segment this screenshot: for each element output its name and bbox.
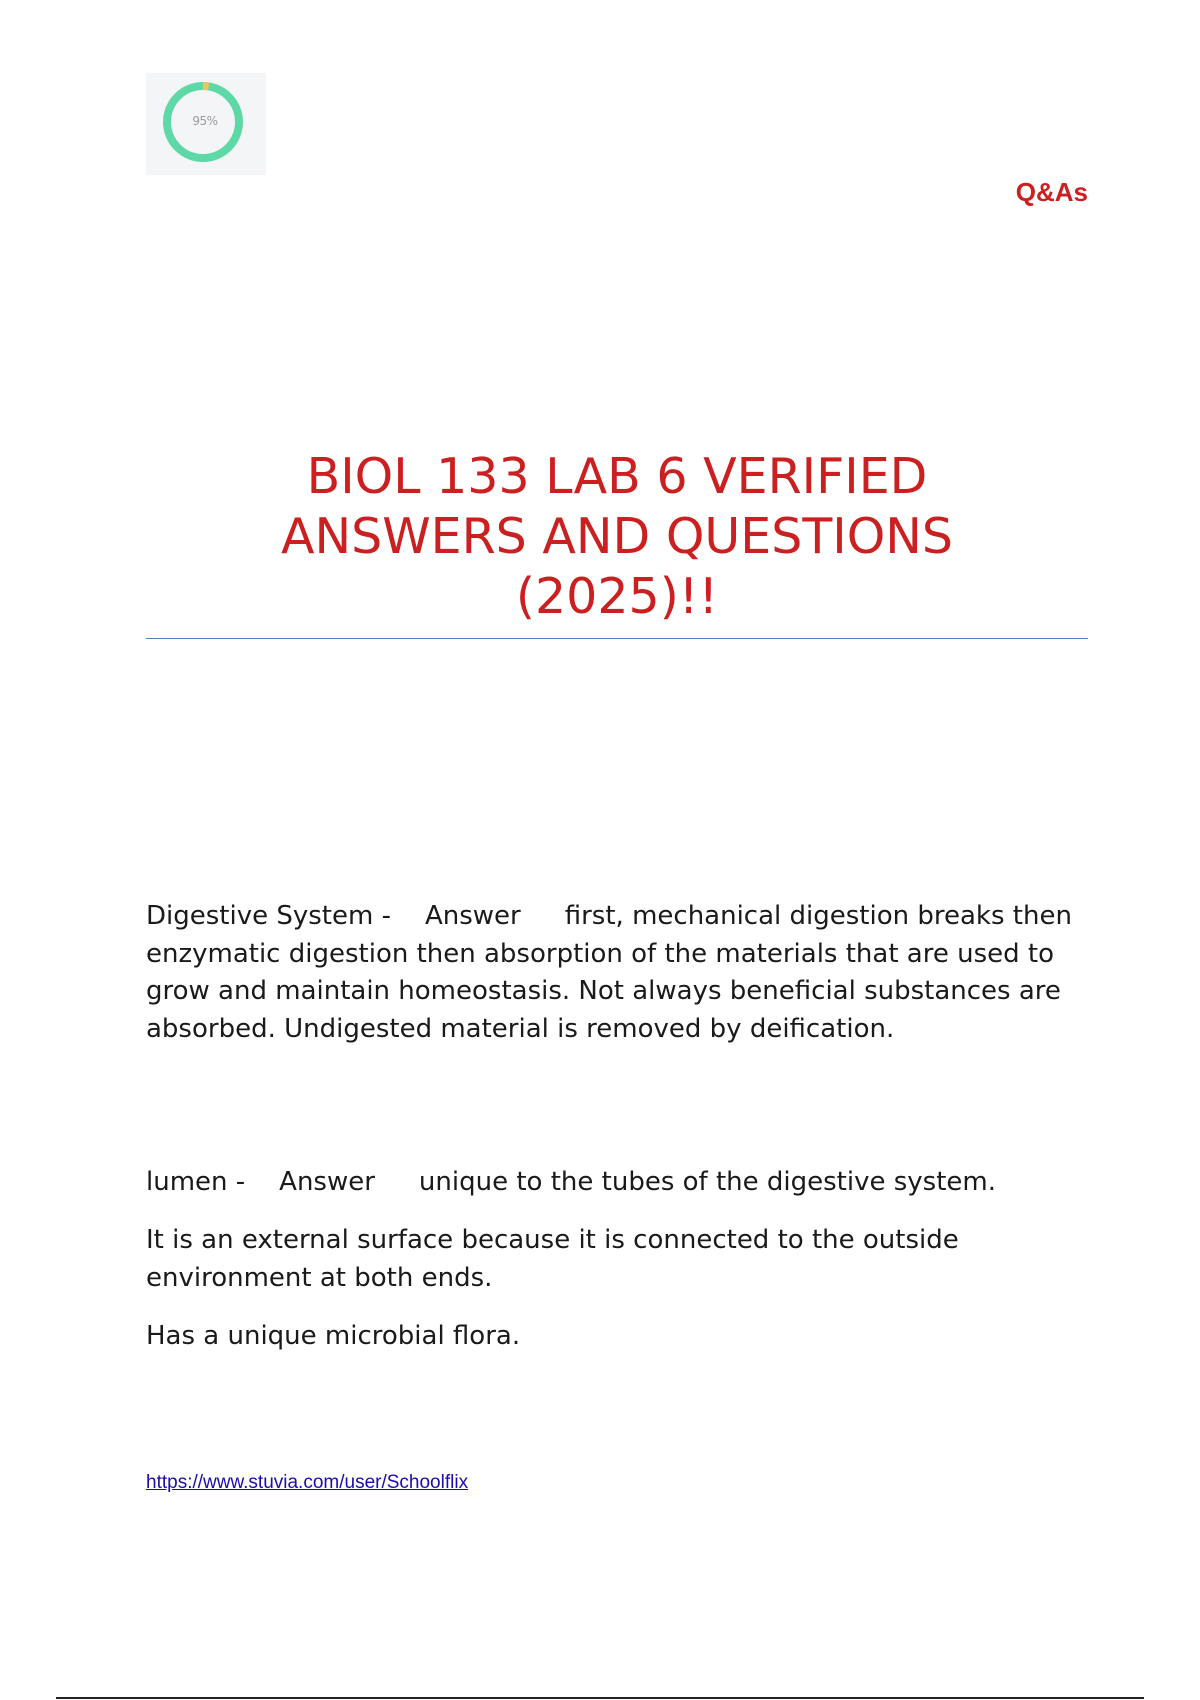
qa-answer: first, mechanical digestion breaks then enzymatic digestion then absorption of the materials that are used to grow and maintain homeostasis. Not always beneficial substances are absorbed. Undigested material is removed by deification. <box>146 901 1072 1044</box>
progress-label: 95% <box>192 114 218 128</box>
qa-item-digestive-system <box>146 898 1096 1048</box>
qa-term: Digestive System - <box>146 901 391 931</box>
document-title <box>146 447 1088 627</box>
qa-answer-label: Answer <box>424 901 521 931</box>
title-line-2: ANSWERS AND QUESTIONS <box>280 508 954 565</box>
title-line-1: BIOL 133 LAB 6 VERIFIED <box>306 448 928 505</box>
title-line-3: (2025)!! <box>515 568 719 625</box>
qa-tag: Q&As <box>1015 177 1088 207</box>
progress-badge <box>146 73 266 175</box>
paragraph-microbial-flora: Has a unique microbial flora. <box>146 1321 521 1351</box>
qa-answer-label: Answer <box>279 1167 375 1197</box>
paragraph-external-surface: It is an external surface because it is connected to the outside environment at both ends. <box>146 1225 959 1293</box>
title-divider <box>146 638 1088 639</box>
qa-answer: unique to the tubes of the digestive system. <box>418 1167 996 1197</box>
stuvia-profile-link[interactable]: https://www.stuvia.com/user/Schoolflix <box>146 1472 469 1493</box>
qa-item-lumen <box>146 1164 1096 1202</box>
footer-divider <box>56 1697 1144 1699</box>
qa-term: lumen - <box>146 1167 246 1197</box>
